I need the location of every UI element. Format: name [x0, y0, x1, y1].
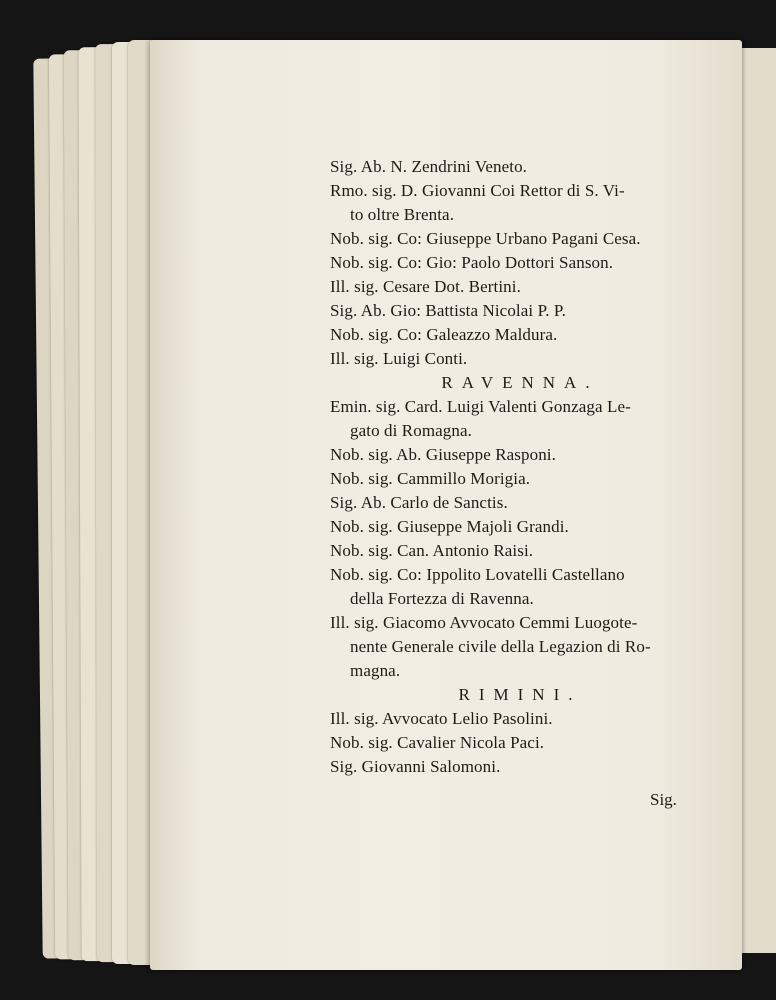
subscriber-entry: Nob. sig. Co: Gio: Paolo Dottori Sanson. [330, 253, 614, 272]
subscriber-list [330, 155, 710, 779]
subscriber-entry: Nob. sig. Cavalier Nicola Paci. [330, 733, 545, 752]
subscriber-entry: Rmo. sig. D. Giovanni Coi Rettor di S. Vi- [330, 181, 625, 200]
subscriber-entry: Ill. sig. Cesare Dot. Bertini. [330, 277, 521, 296]
subscriber-entry: Nob. sig. Cammillo Morigia. [330, 469, 531, 488]
subscriber-entry: Nob. sig. Co: Giuseppe Urbano Pagani Cesa. [330, 229, 641, 248]
entry-continuation: to oltre Brenta. [350, 205, 455, 224]
subscriber-entry: Sig. Ab. Carlo de Sanctis. [330, 493, 508, 512]
entry-continuation: gato di Romagna. [350, 421, 472, 440]
subscriber-entry: Ill. sig. Avvocato Lelio Pasolini. [330, 709, 553, 728]
section-heading: RAVENNA. [441, 373, 599, 392]
subscriber-entry: Ill. sig. Giacomo Avvocato Cemmi Luogote- [330, 613, 638, 632]
entry-continuation: magna. [350, 661, 401, 680]
subscriber-entry: Nob. sig. Can. Antonio Raisi. [330, 541, 534, 560]
subscriber-entry: Nob. sig. Co: Ippolito Lovatelli Castellano [330, 565, 625, 584]
subscriber-entry: Sig. Giovanni Salomoni. [330, 757, 501, 776]
subscriber-entry: Sig. Ab. Gio: Battista Nicolai P. P. [330, 301, 566, 320]
subscriber-entry: Ill. sig. Luigi Conti. [330, 349, 468, 368]
subscriber-entry: Nob. sig. Giuseppe Majoli Grandi. [330, 517, 569, 536]
catchword: Sig. [650, 790, 677, 809]
subscriber-entry: Sig. Ab. N. Zendrini Veneto. [330, 157, 528, 176]
section-heading: RIMINI. [458, 685, 582, 704]
subscriber-entry: Nob. sig. Ab. Giuseppe Rasponi. [330, 445, 556, 464]
entry-continuation: nente Generale civile della Legazion di Ro- [350, 637, 651, 656]
subscriber-entry: Emin. sig. Card. Luigi Valenti Gonzaga Le- [330, 397, 631, 416]
facing-page-edge [736, 48, 776, 953]
entry-continuation: della Fortezza di Ravenna. [350, 589, 534, 608]
subscriber-entry: Nob. sig. Co: Galeazzo Maldura. [330, 325, 558, 344]
